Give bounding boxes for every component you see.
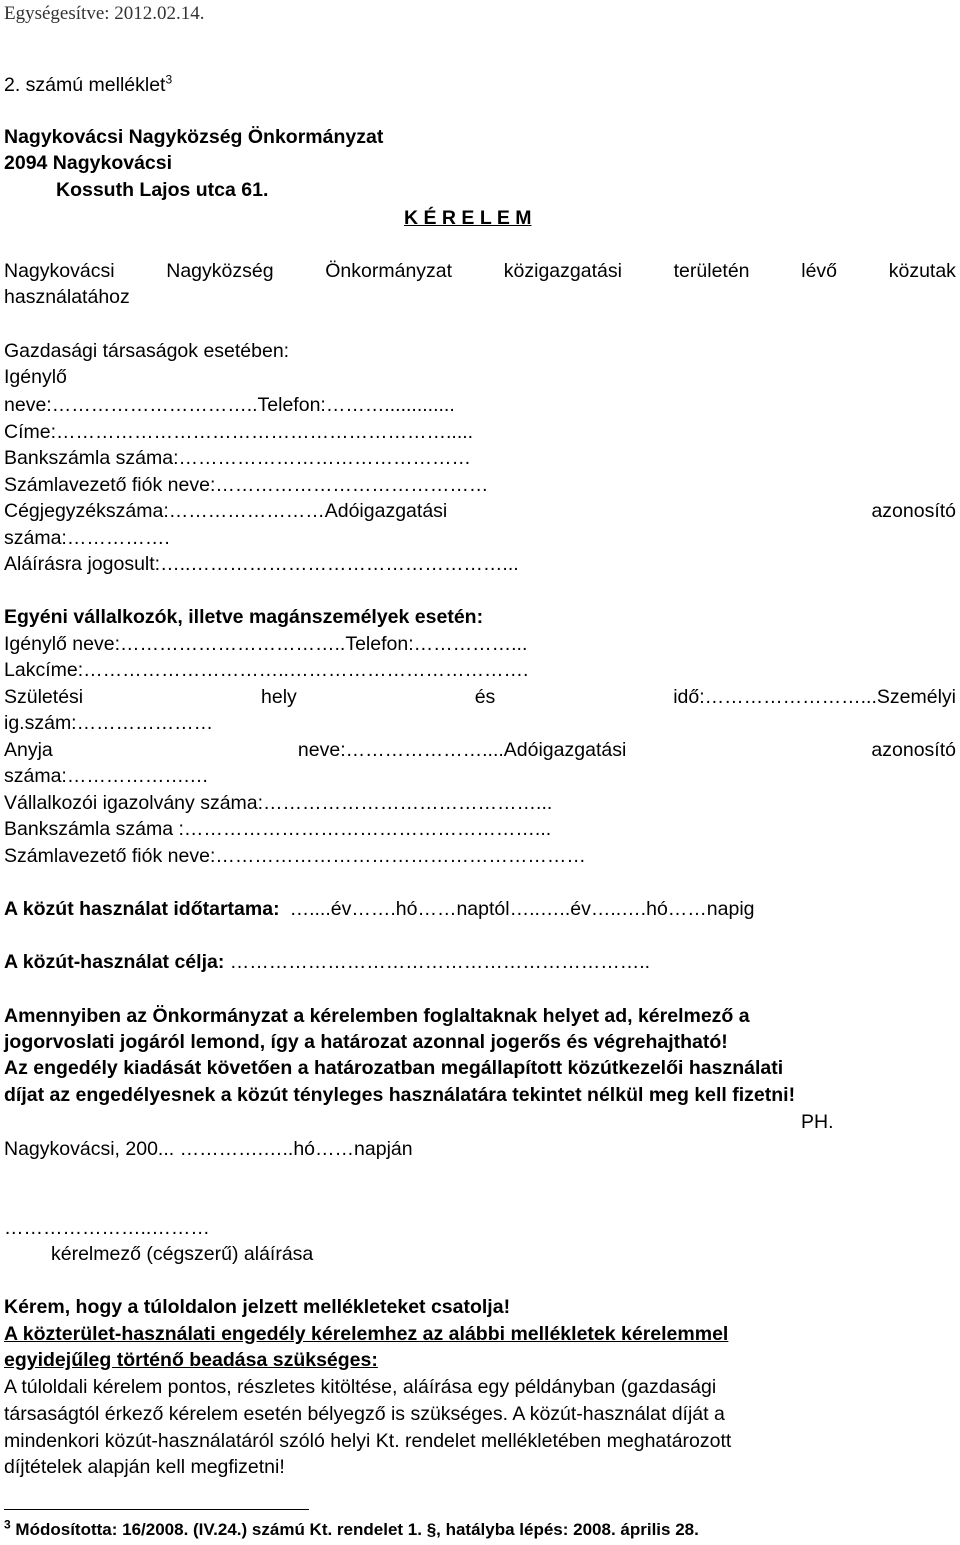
companies-registration-field[interactable]: Cégjegyzékszáma:……………………Adóigazgatási azonosító — [4, 500, 956, 522]
place-date-field[interactable]: Nagykovácsi, 200... ………….…..hó……napján — [4, 1138, 413, 1160]
notice-line-3: Az engedély kiadását követően a határozatban megállapított közútkezelői használati — [4, 1057, 784, 1079]
companies-requester-label: Igénylő — [4, 366, 67, 388]
individuals-tax-number-field[interactable]: száma:……………….… — [4, 765, 209, 787]
attachments-heading-line-1: A közterület-használati engedély kérelemhez az alábbi mellékletek kérelemmel — [4, 1323, 729, 1345]
attachments-line-4: díjtételek alapján kell megfizetni! — [4, 1456, 285, 1478]
signature-line: …………………..……… — [4, 1217, 210, 1239]
companies-bank-branch-field[interactable]: Számlavezető fiók neve:…………………………………… — [4, 474, 489, 496]
signature-label: kérelmező (cégszerű) aláírása — [51, 1243, 314, 1265]
intro-line-1: Nagykovácsi Nagyközség Önkormányzat közigazgatási területén lévő közutak — [4, 260, 956, 282]
footnote — [4, 1518, 956, 1542]
duration-label: A közút használat időtartama: — [4, 898, 280, 920]
address-line-1: Nagykovácsi Nagyközség Önkormányzat — [4, 126, 384, 148]
companies-bank-account-field[interactable]: Bankszámla száma:……………………………………… — [4, 447, 471, 469]
page-title: K É R E L E M — [404, 207, 532, 229]
intro-line-2: használatához — [4, 286, 130, 308]
companies-tax-number-field[interactable]: száma:……………. — [4, 527, 170, 549]
attachments-line-2: társaságtól érkező kérelem esetén bélyegző is szükséges. A közút-használat díját a — [4, 1403, 725, 1425]
individuals-bank-branch-field[interactable]: Számlavezető fiók neve:………………………………………………… — [4, 845, 586, 867]
purpose-value: ……………………………………………………….. — [224, 951, 651, 973]
individuals-id-number-field[interactable]: ig.szám:………………… — [4, 712, 214, 734]
footnote-number: 3 — [4, 1517, 11, 1532]
companies-name-phone-field[interactable]: neve:…………………………..Telefon:………............. — [4, 394, 455, 416]
companies-address-field[interactable]: Címe:……………………………………………………..... — [4, 421, 474, 443]
notice-line-2: jogorvoslati jogáról lemond, így a határozat azonnal jogerős és végrehajtható! — [4, 1031, 728, 1053]
annex-label: 2. számú melléklet$^3$ — [4, 72, 173, 96]
companies-heading: Gazdasági társaságok esetében: — [4, 340, 290, 362]
header-note: Egységesítve: 2012.02.14. — [4, 3, 205, 24]
individuals-address-field[interactable]: Lakcíme:…………………………..………………………………. — [4, 659, 529, 681]
purpose-row[interactable] — [4, 950, 956, 974]
stamp-label: PH. — [801, 1111, 834, 1133]
individuals-heading: Egyéni vállalkozók, illetve magánszemélyek esetén: — [4, 606, 484, 628]
notice-line-1: Amennyiben az Önkormányzat a kérelemben foglaltaknak helyet ad, kérelmező a — [4, 1005, 750, 1027]
duration-value: …....év…….hó……naptól…..…..év…..….hó……napig — [289, 898, 755, 920]
footnote-divider — [4, 1509, 309, 1510]
companies-signatory-field[interactable]: Aláírásra jogosult:…..…………………………………………... — [4, 553, 519, 575]
notice-line-4: díjat az engedélyesnek a közút tényleges használatára tekintet nélkül meg kell fizetni! — [4, 1084, 796, 1106]
address-line-3: Kossuth Lajos utca 61. — [56, 179, 269, 201]
individuals-bank-account-field[interactable]: Bankszámla száma :………………………………………………... — [4, 818, 552, 840]
attachments-heading-line-2: egyidejűleg történő beadása szükséges: — [4, 1349, 378, 1371]
attachments-request: Kérem, hogy a túloldalon jelzett mellékleteket csatolja! — [4, 1296, 511, 1318]
individuals-name-phone-field[interactable]: Igénylő neve:……………………………..Telefon:……………... — [4, 633, 528, 655]
footnote-text: Módosította: 16/2008. (IV.24.) számú Kt. rendelet 1. §, hatályba lépés: 2008. április 28. — [15, 1520, 699, 1539]
attachments-line-1: A túloldali kérelem pontos, részletes kitöltése, aláírása egy példányban (gazdasági — [4, 1376, 717, 1398]
purpose-label: A közút-használat célja: — [4, 951, 225, 973]
footnote-mark: 3 — [165, 72, 173, 87]
individuals-birth-field[interactable]: Születési hely és idő:……………………...Személyi — [4, 686, 956, 708]
address-line-2: 2094 Nagykovácsi — [4, 152, 173, 174]
duration-row[interactable] — [4, 897, 956, 921]
individuals-mother-name-field[interactable]: Anyja neve:…………………....Adóigazgatási azonosító — [4, 739, 956, 761]
individuals-license-field[interactable]: Vállalkozói igazolvány száma:……………………………………... — [4, 792, 553, 814]
attachments-line-3: mindenkori közút-használatáról szóló helyi Kt. rendelet mellékletében meghatározott — [4, 1430, 732, 1452]
